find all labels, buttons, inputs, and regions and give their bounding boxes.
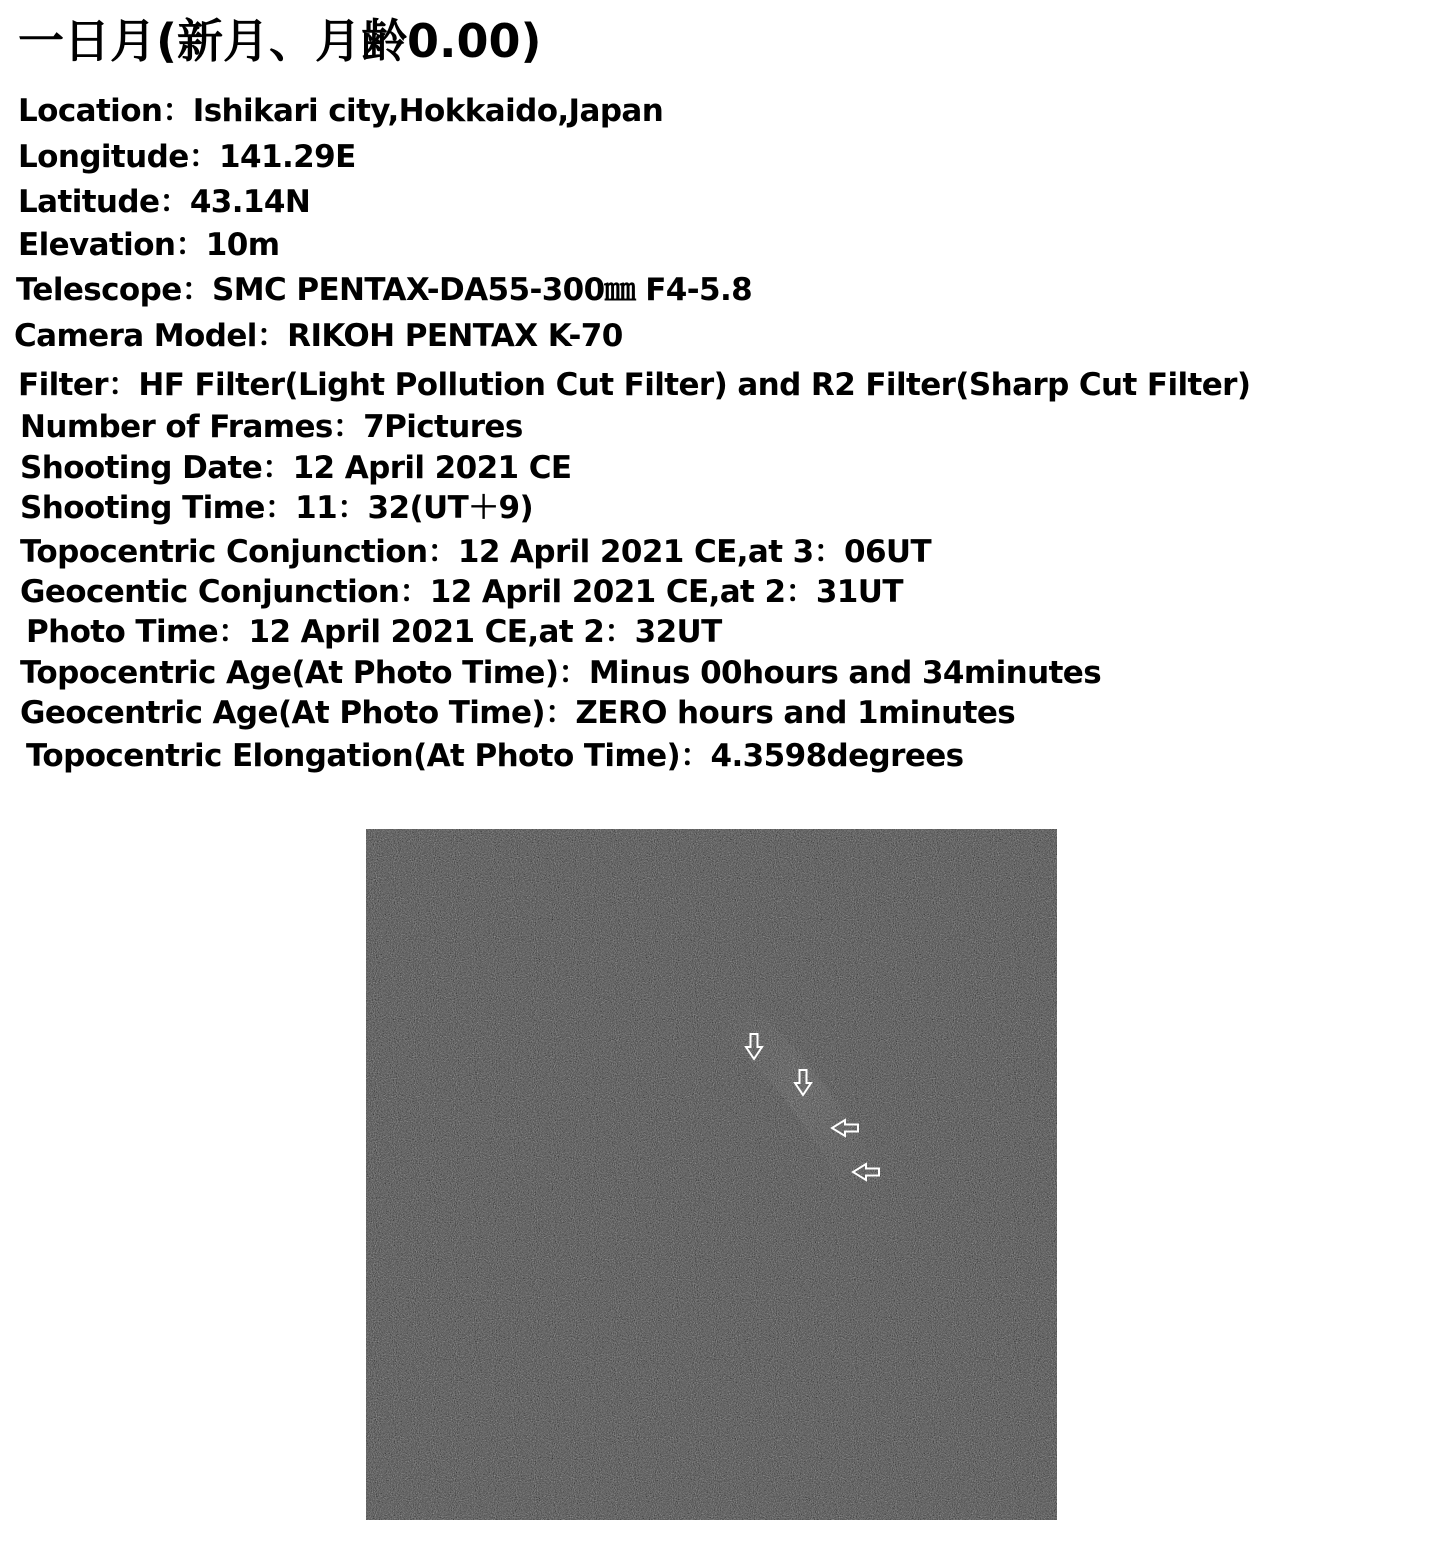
- latitude-line: Latitude：43.14N: [18, 184, 311, 220]
- telescope-line: Telescope：SMC PENTAX-DA55-300㎜ F4-5.8: [16, 272, 753, 308]
- topocentric-conjunction-line: Topocentric Conjunction：12 April 2021 CE,at 3：06UT: [20, 534, 932, 570]
- camera-model-line: Camera Model：RIKOH PENTAX K-70: [14, 318, 623, 354]
- sky-noise: [366, 829, 1057, 1520]
- moon-photo-canvas: [366, 829, 1057, 1520]
- filter-line: Filter：HF Filter(Light Pollution Cut Filter) and R2 Filter(Sharp Cut Filter): [18, 367, 1251, 403]
- moon-photo: [366, 829, 1057, 1520]
- number-of-frames-line: Number of Frames：7Pictures: [20, 409, 523, 445]
- geocentric-age-line: Geocentric Age(At Photo Time)：ZERO hours and 1minutes: [20, 695, 1016, 731]
- photo-time-line: Photo Time：12 April 2021 CE,at 2：32UT: [26, 614, 722, 650]
- geocentric-conjunction-line: Geocentic Conjunction：12 April 2021 CE,at 2：31UT: [20, 574, 903, 610]
- page-title: 一日月(新月、月齢0.00): [18, 14, 542, 68]
- longitude-line: Longitude：141.29E: [18, 139, 356, 175]
- location-line: Location：Ishikari city,Hokkaido,Japan: [18, 93, 664, 129]
- topocentric-age-line: Topocentric Age(At Photo Time)：Minus 00hours and 34minutes: [20, 655, 1102, 691]
- topocentric-elongation-line: Topocentric Elongation(At Photo Time)：4.3598degrees: [26, 738, 964, 774]
- shooting-date-line: Shooting Date：12 April 2021 CE: [20, 450, 572, 486]
- elevation-line: Elevation：10m: [18, 227, 280, 263]
- shooting-time-line: Shooting Time：11：32(UT＋9): [20, 490, 534, 526]
